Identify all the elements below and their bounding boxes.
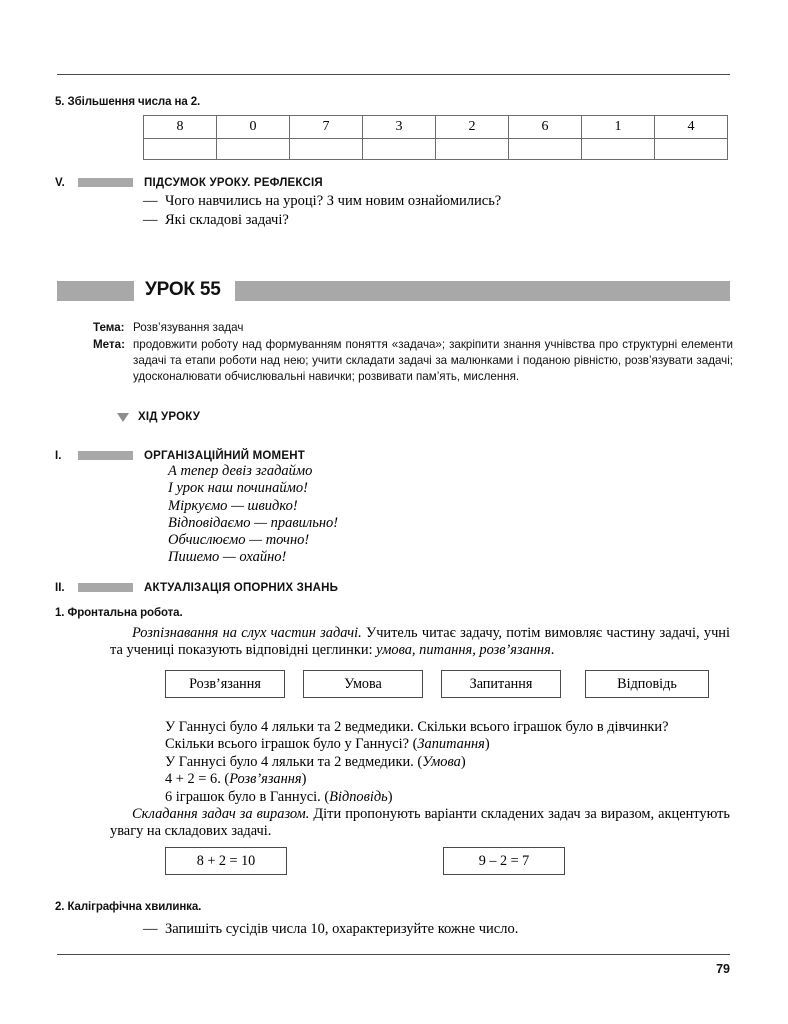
compose-rest: Діти пропонують варіанти складених задач за виразом, акцентують увагу на складових задачі. <box>110 806 730 840</box>
top-divider <box>57 74 730 75</box>
section-numeral: II. <box>55 581 65 594</box>
lesson-banner <box>57 281 730 301</box>
dash-marker: — <box>143 921 158 937</box>
poem-line: А тепер девіз згадаймо <box>168 463 313 479</box>
table-cell-blank[interactable] <box>509 139 582 160</box>
page-number: 79 <box>716 962 730 976</box>
poem-line: Міркуємо — швидко! <box>168 497 298 514</box>
dash-marker: — <box>143 193 158 209</box>
table-cell-value: 6 <box>509 116 582 139</box>
task-2-instructions <box>143 920 518 939</box>
problem-line-italic: Розв’язання <box>229 771 302 788</box>
banner-bar-left <box>57 281 134 301</box>
word-box-zapytannya[interactable]: Запитання <box>441 670 561 698</box>
section-label: АКТУАЛІЗАЦІЯ ОПОРНИХ ЗНАНЬ <box>144 581 339 594</box>
compose-paragraph <box>110 806 730 841</box>
table-cell-value: 3 <box>363 116 436 139</box>
list-item-text: Запишіть сусідів числа 10, охарактеризуйте кожне число. <box>165 921 519 937</box>
intro-end: . <box>550 642 555 659</box>
table-cell-value: 2 <box>436 116 509 139</box>
intro-italic-tail: умова, питання, розв’язання <box>376 642 551 659</box>
lesson-meta <box>93 320 733 385</box>
problem-line <box>165 754 669 771</box>
list-item <box>143 920 518 939</box>
intro-italic-lead: Розпізнавання на слух частин задачі. <box>132 625 362 641</box>
poem-line: Обчислюємо — точно! <box>168 532 310 549</box>
reflection-questions <box>143 192 501 230</box>
increase-number-table <box>143 115 728 160</box>
theme-label: Тема: <box>93 321 125 334</box>
task-1-intro <box>110 625 730 660</box>
problem-line-italic: Відповідь <box>329 788 388 805</box>
problem-line-tail: ) <box>301 771 307 788</box>
lesson-poem <box>168 463 338 567</box>
problem-line <box>165 771 669 788</box>
problem-line <box>165 719 669 736</box>
word-box-vidpovid[interactable]: Відповідь <box>585 670 709 698</box>
section-grey-bar <box>78 451 133 460</box>
dash-marker: — <box>143 212 158 228</box>
table-cell-value: 4 <box>655 116 728 139</box>
word-box-row <box>165 670 707 698</box>
table-cell-value: 0 <box>217 116 290 139</box>
table-cell-blank[interactable] <box>436 139 509 160</box>
equation-box-subtraction[interactable]: 9 – 2 = 7 <box>443 847 565 875</box>
lesson-title: УРОК 55 <box>145 279 221 300</box>
problem-line-italic: Запитання <box>417 736 485 753</box>
equation-box-row <box>165 847 565 875</box>
task-2-title: 2. Каліграфічна хвилинка. <box>55 901 202 913</box>
table-row-blank <box>144 139 728 160</box>
table-cell-blank[interactable] <box>655 139 728 160</box>
problem-line-tail: ) <box>484 736 490 753</box>
theme-value: Розв’язування задач <box>133 321 244 334</box>
goal-value: продовжити роботу над формуванням поняття «задача»; закріпити знання учнівства про структурні елементи задачі та етапи роботи над нею; учити складати задачі за малюнками і поданою рівністю, розв’язувати задачі; удосконалювати обчислювальні навички; розвивати пам’ять, мислення. <box>133 338 733 384</box>
table-cell-value: 1 <box>582 116 655 139</box>
course-heading <box>117 411 200 423</box>
equation-box-addition[interactable]: 8 + 2 = 10 <box>165 847 287 875</box>
problem-line-tail: ) <box>460 753 466 770</box>
problem-line-text: У Ганнусі було 4 ляльки та 2 ведмедики. ( <box>165 753 423 770</box>
word-box-umova[interactable]: Умова <box>303 670 423 698</box>
section-grey-bar <box>78 178 133 187</box>
triangle-down-icon <box>117 413 129 422</box>
section-numeral: I. <box>55 449 62 462</box>
task-5-title: 5. Збільшення числа на 2. <box>55 96 201 108</box>
table-row-values <box>144 116 728 139</box>
problem-line <box>165 789 669 806</box>
bottom-divider <box>57 954 730 955</box>
word-box-rozvyazannya[interactable]: Розв’язання <box>165 670 285 698</box>
poem-line: І урок наш починаймо! <box>168 480 308 497</box>
banner-bar-right <box>235 281 730 301</box>
section-heading-ii <box>55 580 338 595</box>
table-cell-blank[interactable] <box>290 139 363 160</box>
problem-line <box>165 736 669 753</box>
section-heading-v <box>55 175 323 190</box>
section-grey-bar <box>78 583 133 592</box>
table-cell-blank[interactable] <box>363 139 436 160</box>
poem-line: Пишемо — охайно! <box>168 549 287 566</box>
poem-line: Відповідаємо — правильно! <box>168 514 339 531</box>
list-item <box>143 192 501 211</box>
course-label: ХІД УРОКУ <box>138 411 201 423</box>
list-item-text: Які складові задачі? <box>165 212 289 228</box>
problem-line-text: Скільки всього іграшок було у Ганнусі? ( <box>165 736 418 753</box>
table-cell-value: 7 <box>290 116 363 139</box>
section-heading-i <box>55 448 305 463</box>
section-numeral: V. <box>55 176 65 189</box>
problem-line-text: 4 + 2 = 6. ( <box>165 771 230 788</box>
goal-label: Мета: <box>93 338 125 352</box>
table-cell-value: 8 <box>144 116 217 139</box>
section-label: ОРГАНІЗАЦІЙНИЙ МОМЕНТ <box>144 449 305 462</box>
problem-line-tail: ) <box>387 788 393 805</box>
task-1-title: 1. Фронтальна робота. <box>55 607 183 619</box>
problem-line-text: У Ганнусі було 4 ляльки та 2 ведмедики. Скільки всього іграшок було в дівчинки? <box>165 719 669 735</box>
meta-row-goal <box>93 337 733 385</box>
table-cell-blank[interactable] <box>582 139 655 160</box>
problem-lines <box>165 719 669 806</box>
meta-row-theme <box>93 320 733 336</box>
list-item <box>143 211 501 230</box>
table-cell-blank[interactable] <box>217 139 290 160</box>
problem-line-text: 6 іграшок було в Ганнусі. ( <box>165 788 330 805</box>
problem-line-italic: Умова <box>422 753 461 770</box>
intro-rest: Учитель читає задачу, потім вимовляє частину задачі, учні та учениці показують відповідні цеглинки: <box>110 625 731 659</box>
compose-italic-lead: Складання задач за виразом. <box>132 806 310 822</box>
section-label: ПІДСУМОК УРОКУ. РЕФЛЕКСІЯ <box>144 176 323 189</box>
table-cell-blank[interactable] <box>144 139 217 160</box>
list-item-text: Чого навчились на уроці? З чим новим ознайомились? <box>165 193 502 209</box>
